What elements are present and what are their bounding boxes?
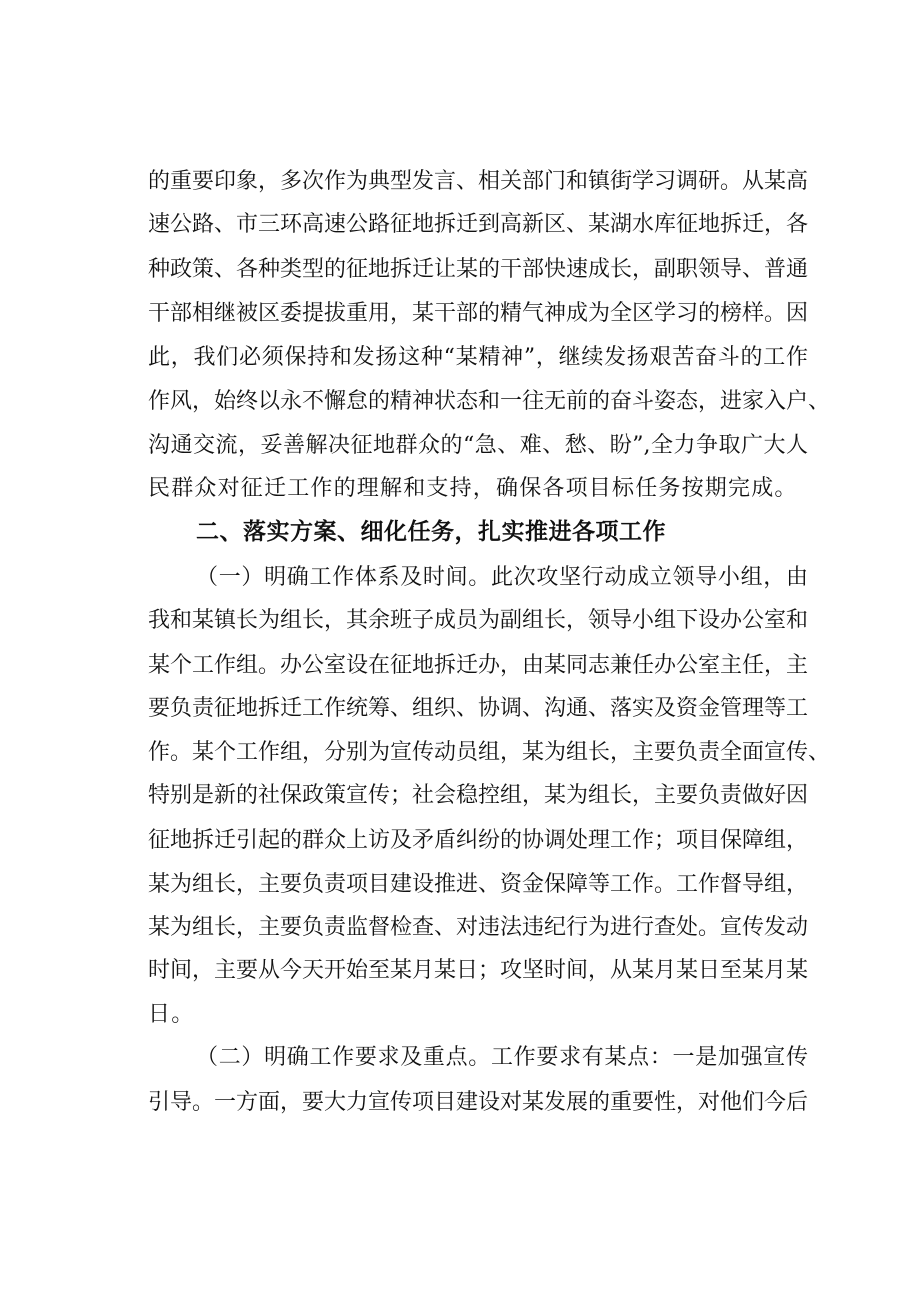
text-line: 沟通交流，妥善解决征地群众的“急、难、愁、盼”,全力争取广大人 [148, 433, 808, 458]
text-line: 特别是新的社保政策宣传；社会稳控组，某为组长，主要负责做好因 [148, 783, 809, 808]
text-line: （二）明确工作要求及重点。工作要求有某点：一是加强宣传 [196, 1045, 808, 1070]
text-line: 作。某个工作组，分别为宣传动员组，某为组长，主要负责全面宣传、 [148, 740, 831, 765]
text-line: 干部相继被区委提拔重用，某干部的精气神成为全区学习的榜样。因 [148, 301, 809, 326]
text-line: 某个工作组。办公室设在征地拆迁办，由某同志兼任办公室主任，主 [148, 653, 809, 678]
text-line: 征地拆迁引起的群众上访及矛盾纠纷的协调处理工作；项目保障组， [148, 828, 809, 853]
text-line: 日。 [148, 1002, 195, 1027]
text-line: 引导。一方面，要大力宣传项目建设对某发展的重要性，对他们今后 [148, 1090, 809, 1115]
text-line: 某为组长，主要负责监督检查、对违法违纪行为进行查处。宣传发动 [148, 915, 809, 940]
text-line: 作风，始终以永不懈怠的精神状态和一往无前的奋斗姿态，进家入户、 [148, 389, 831, 414]
section-heading: 二、落实方案、细化任务，扎实推进各项工作 [196, 519, 666, 545]
text-line: 我和某镇长为组长，其余班子成员为副组长，领导小组下设办公室和 [148, 608, 809, 633]
text-line: 时间，主要从今天开始至某月某日；攻坚时间，从某月某日至某月某 [148, 958, 809, 983]
text-line: 此，我们必须保持和发扬这种“某精神”，继续发扬艰苦奋斗的工作 [148, 345, 808, 370]
text-line: （一）明确工作体系及时间。此次攻坚行动成立领导小组，由 [196, 565, 808, 590]
text-line: 速公路、市三环高速公路征地拆迁到高新区、某湖水库征地拆迁，各 [148, 212, 809, 237]
text-line: 要负责征地拆迁工作统筹、组织、协调、沟通、落实及资金管理等工 [148, 696, 809, 721]
text-line: 某为组长，主要负责项目建设推进、资金保障等工作。工作督导组， [148, 872, 809, 897]
text-line: 种政策、各种类型的征地拆迁让某的干部快速成长，副职领导、普通 [148, 257, 809, 282]
text-line: 民群众对征迁工作的理解和支持，确保各项目标任务按期完成。 [148, 476, 798, 501]
text-line: 的重要印象，多次作为典型发言、相关部门和镇街学习调研。从某高 [148, 169, 809, 194]
